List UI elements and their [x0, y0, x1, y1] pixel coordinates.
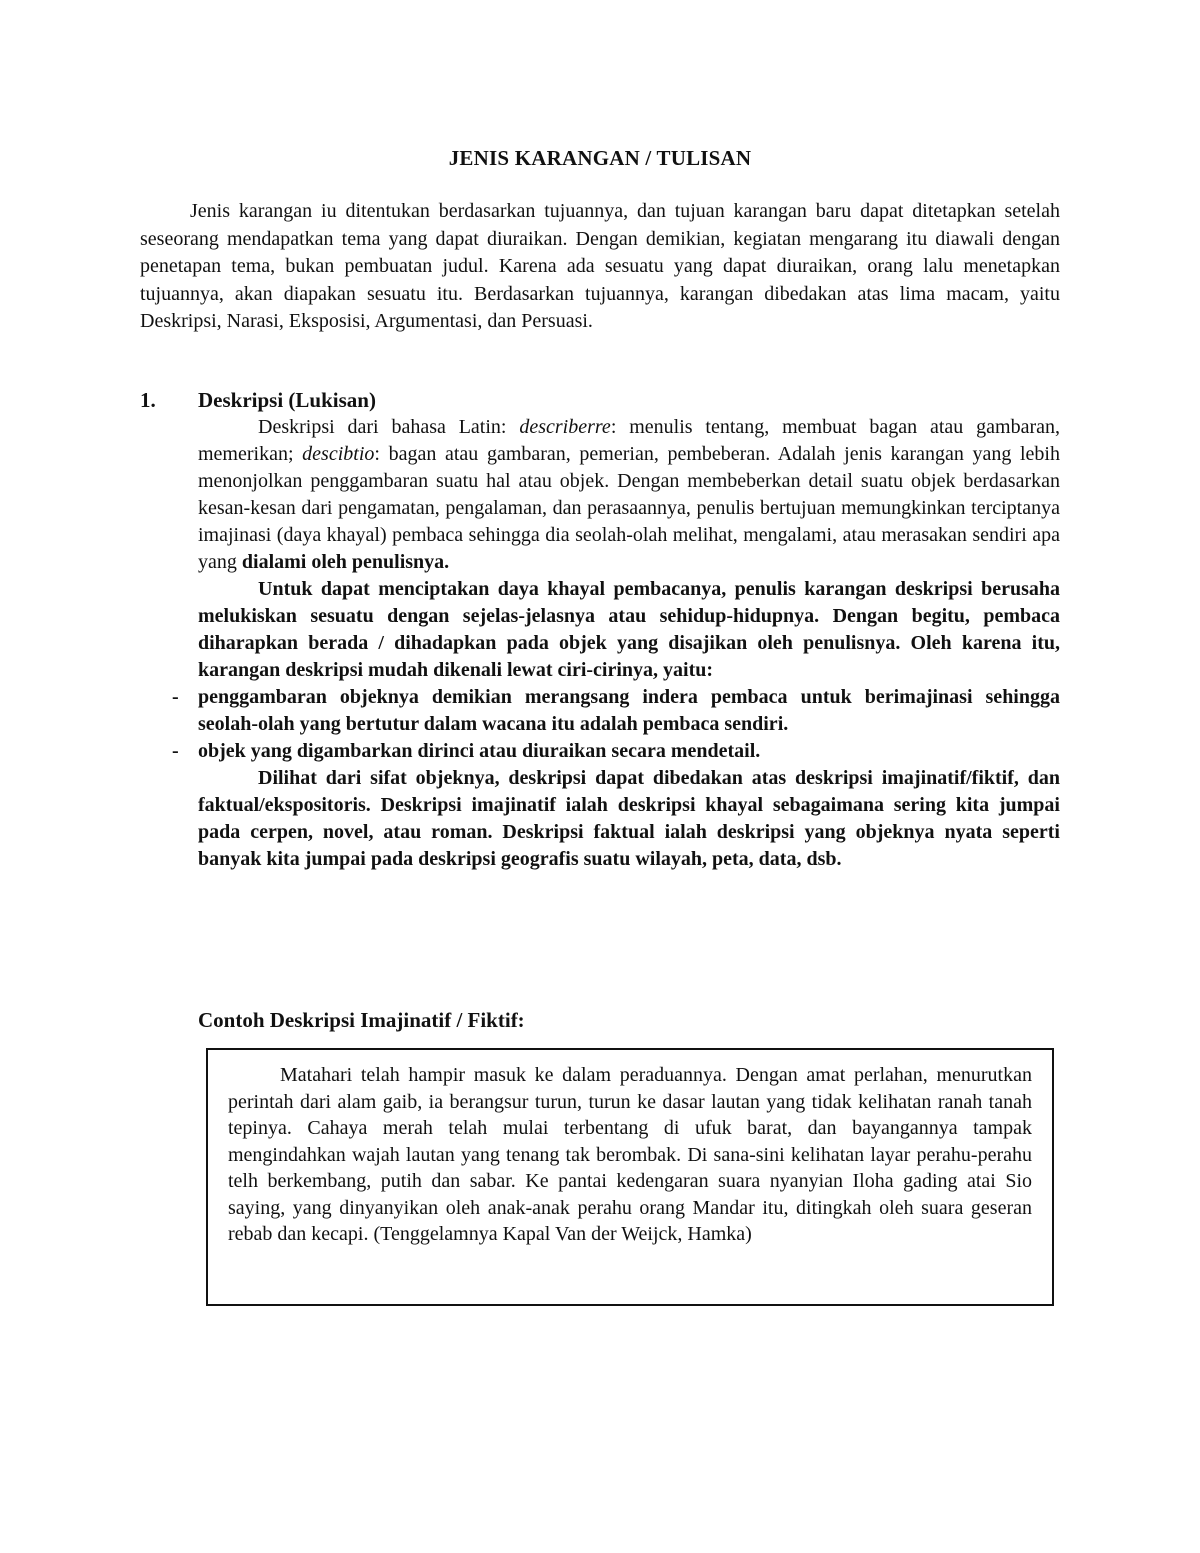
- section-body: [172, 414, 1061, 873]
- section-paragraph-3: Dilihat dari sifat objeknya, deskripsi dapat dibedakan atas deskripsi imajinatif/fiktif, dan faktual/ekspositoris. Deskripsi imajinatif ialah deskripsi khayal sebagaimana sering kita jumpai pada cerpen, novel, atau roman. Deskripsi faktual ialah deskripsi yang objeknya nyata seperti banyak kita jumpai pada deskripsi geografis suatu wilayah, peta, data, dsb.: [198, 767, 1060, 870]
- section-heading: [140, 388, 376, 413]
- list-item-text: penggambaran objeknya demikian merangsang indera pembaca untuk berimajinasi sehingga seolah-olah yang bertutur dalam wacana itu adalah pembaca sendiri.: [198, 686, 1060, 735]
- paragraph-bold-text: dialami oleh penulisnya.: [241, 551, 450, 573]
- latin-term: describerre: [519, 416, 611, 438]
- list-item: [172, 738, 1060, 765]
- example-box: [206, 1048, 1054, 1306]
- list-item: [172, 684, 1060, 738]
- section-number: 1.: [140, 388, 156, 412]
- section-paragraph-1: [198, 414, 1060, 576]
- paragraph-text: : menulis tentang, membuat bagan atau gambaran, memerikan;: [198, 416, 1061, 465]
- intro-section: [140, 198, 1060, 336]
- section-paragraph-2: Untuk dapat menciptakan daya khayal pembacanya, penulis karangan deskripsi berusaha melukiskan sesuatu dengan sejelas-jelasnya atau sehidup-hidupnya. Dengan begitu, pembaca diharapkan berada / dihadapkan pada objek yang disajikan oleh penulisnya. Oleh karena itu, karangan deskripsi mudah dikenali lewat ciri-cirinya, yaitu:: [198, 578, 1060, 681]
- paragraph-text: Deskripsi dari bahasa Latin:: [258, 416, 520, 438]
- example-heading: Contoh Deskripsi Imajinatif / Fiktif:: [198, 1008, 525, 1032]
- list-item-text: objek yang digambarkan dirinci atau diuraikan secara mendetail.: [198, 740, 761, 762]
- bullet-dash: -: [172, 740, 179, 762]
- section-title: Deskripsi (Lukisan): [198, 388, 376, 412]
- latin-term: descibtio: [302, 443, 375, 465]
- intro-paragraph: Jenis karangan iu ditentukan berdasarkan tujuannya, dan tujuan karangan baru dapat ditetapkan setelah seseorang mendapatkan tema yang dapat diuraikan. Dengan demikian, kegiatan mengarang itu diawali dengan penetapan tema, bukan pembuatan judul. Karena ada sesuatu yang dapat diuraikan, orang lalu menetapkan tujuannya, akan diapakan sesuatu itu. Berdasarkan tujuannya, karangan dibedakan atas lima macam, yaitu Deskripsi, Narasi, Eksposisi, Argumentasi, dan Persuasi.: [140, 200, 1060, 332]
- feature-list: [172, 684, 1060, 765]
- document-title: JENIS KARANGAN / TULISAN: [448, 146, 752, 170]
- example-text: Matahari telah hampir masuk ke dalam peraduannya. Dengan amat perlahan, menurutkan perintah dari alam gaib, ia berangsur turun, turun ke dasar lautan yang tidak kelihatan ranah tanah tepinya. Cahaya merah telah mulai terbentang di ufuk barat, dan bayangannya tampak mengindahkan wajah lautan yang tenang tak berombak. Di sana-sini kelihatan layar perahu-perahu telh berkembang, putih dan sabar. Ke pantai kedengaran suara nyanyian Iloha gading atai Sio saying, yang dinyanyikan oleh anak-anak perahu orang Mandar itu, ditingkah oleh suara geseran rebab dan kecapi. (Tenggelamnya Kapal Van der Weijck, Hamka): [228, 1064, 1032, 1245]
- paragraph-text: : bagan atau gambaran, pemerian, pembeberan. Adalah jenis karangan yang lebih menonjolkan penggambaran suatu hal atau objek. Dengan membeberkan detail suatu objek berdasarkan kesan-kesan dari pengamatan, pengalaman, dan perasaannya, penulis bertujuan memungkinkan terciptanya imajinasi (daya khayal) pembaca sehingga dia seolah-olah melihat, mengalami, atau merasakan sendiri apa yang: [198, 443, 1060, 573]
- bullet-dash: -: [172, 686, 179, 708]
